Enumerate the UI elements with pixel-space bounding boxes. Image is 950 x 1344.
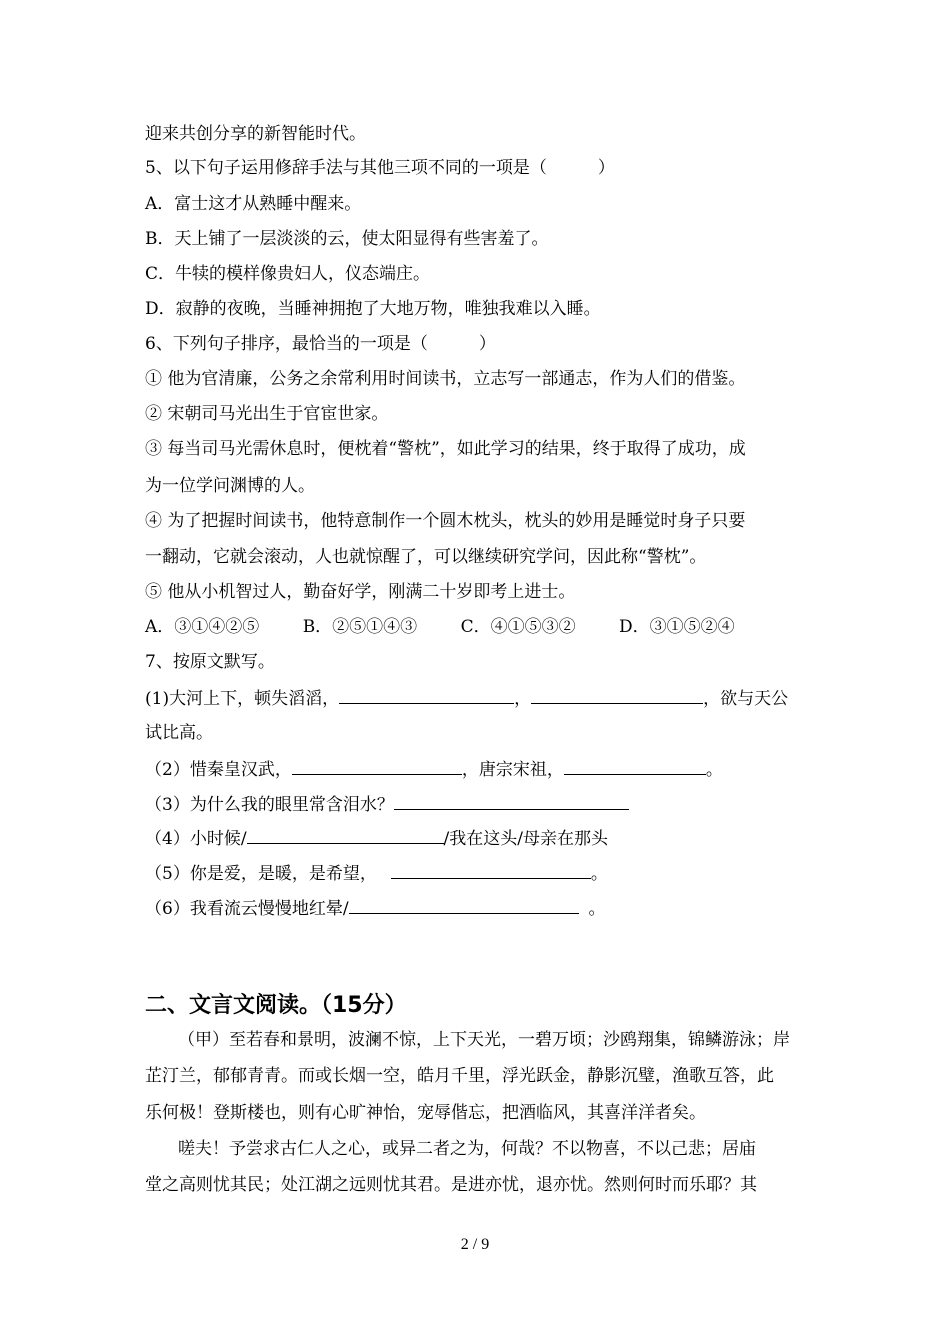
sentence-5: ⑤ 他从小机智过人，勤奋好学，刚满二十岁即考上进士。 [145,582,576,602]
question-5: 5、以下句子运用修辞手法与其他三项不同的一项是（ ） [145,158,615,178]
option-d: D．③①⑤②④ [619,617,735,637]
poem-line-4: （4）小时候/ /我在这头/母亲在那头 [145,829,609,849]
sentence-1: ① 他为官清廉，公务之余常利用时间读书，立志写一部通志，作为人们的借鉴。 [145,369,746,389]
option-b: B．天上铺了一层淡淡的云，使太阳显得有些害羞了。 [145,229,549,249]
answer-blank[interactable] [531,687,703,704]
passage-b-line: 堂之高则忧其民；处江湖之远则忧其君。是进亦忧，退亦忧。然则何时而乐耶？其 [145,1175,757,1195]
question-7: 7、按原文默写。 [145,652,275,672]
poem-line-5: （5）你是爱，是暖，是希望， 。 [145,864,608,884]
option-b: B．②⑤①④③ [302,617,418,637]
answer-blank[interactable] [292,758,462,775]
text-line: 迎来共创分享的新智能时代。 [145,124,366,144]
option-c: C．④①⑤③② [460,617,576,637]
question-6: 6、下列句子排序，最恰当的一项是（ ） [145,334,496,354]
answer-blank[interactable] [564,758,706,775]
answer-blank[interactable] [339,687,514,704]
sentence-3: ③ 每当司马光需休息时，便枕着“警枕”，如此学习的结果，终于取得了成功，成 [145,439,746,459]
option-d: D．寂静的夜晚，当睡神拥抱了大地万物，唯独我难以入睡。 [145,299,601,319]
passage-a-line: （甲）至若春和景明，波澜不惊，上下天光，一碧万顷；沙鸥翔集，锦鳞游泳；岸 [178,1030,790,1050]
poem-line-3: （3）为什么我的眼里常含泪水？ [145,793,629,815]
passage-a-line: 芷汀兰，郁郁青青。而或长烟一空，皓月千里，浮光跃金，静影沉璧，渔歌互答，此 [145,1066,774,1086]
answer-blank[interactable] [391,862,591,879]
sentence-3-cont: 为一位学问渊博的人。 [145,476,315,496]
sentence-4-cont: 一翻动，它就会滚动，人也就惊醒了，可以继续研究学问，因此称“警枕”。 [145,547,707,567]
section-heading: 二、文言文阅读。（15分） [145,993,407,1018]
poem-line-1: (1)大河上下，顿失滔滔， ， ，欲与天公 [145,689,789,709]
sentence-2: ② 宋朝司马光出生于官宦世家。 [145,404,389,424]
poem-line-2: （2）惜秦皇汉武， ，唐宗宋祖， 。 [145,760,723,780]
question-6-options [145,617,773,637]
sentence-4: ④ 为了把握时间读书，他特意制作一个圆木枕头，枕头的妙用是睡觉时身子只要 [145,511,746,531]
poem-line-6: （6）我看流云慢慢地红晕/ 。 [145,899,606,919]
answer-blank[interactable] [394,793,629,810]
poem-line-1-cont: 试比高。 [145,723,213,743]
page-number: 2 / 9 [460,1236,490,1253]
passage-b-line: 嗟夫！予尝求古仁人之心，或异二者之为，何哉？不以物喜，不以己悲；居庙 [178,1139,756,1159]
answer-blank[interactable] [247,827,444,844]
option-a: A．富士这才从熟睡中醒来。 [145,194,362,214]
option-c: C．牛犊的模样像贵妇人，仪态端庄。 [145,264,431,284]
passage-a-line: 乐何极！登斯楼也，则有心旷神怡，宠辱偕忘，把酒临风，其喜洋洋者矣。 [145,1103,706,1123]
option-a: A．③①④②⑤ [145,617,260,637]
answer-blank[interactable] [349,897,579,914]
